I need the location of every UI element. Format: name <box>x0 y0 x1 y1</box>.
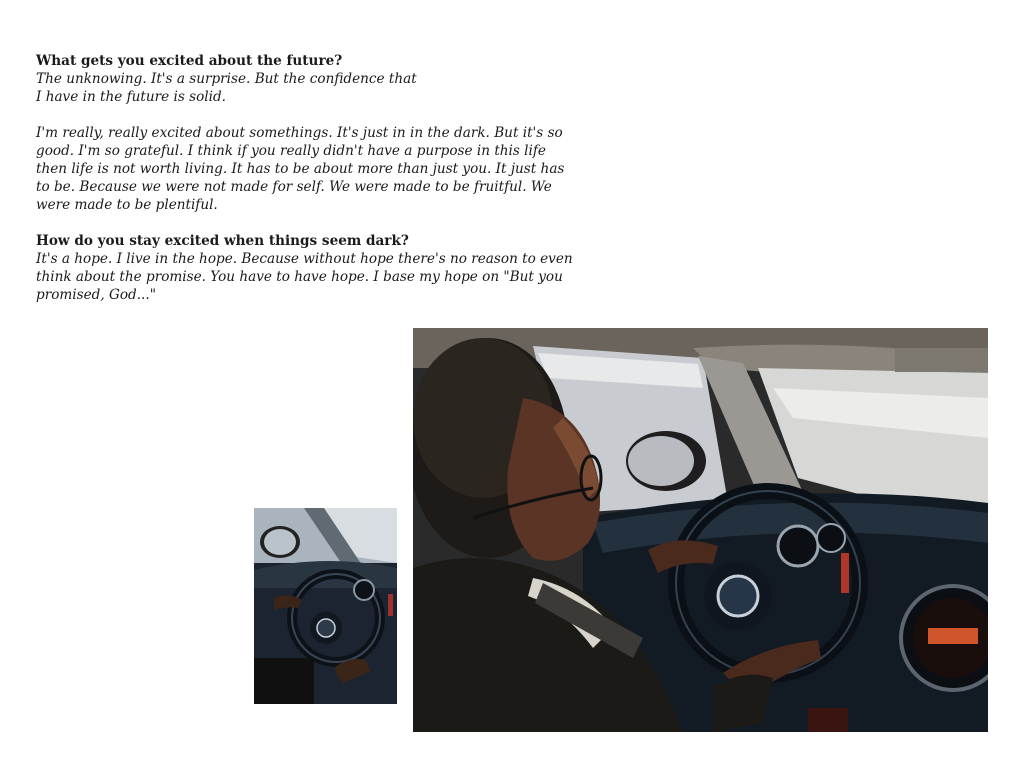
paragraph-line: good. I'm so grateful. I think if you really didn't have a purpose in this life <box>36 143 546 159</box>
question-future: What gets you excited about the future? <box>36 53 343 69</box>
answer-dark-line: It's a hope. I live in the hope. Because without hope there's no reason to even <box>36 251 573 267</box>
answer-dark-line: promised, God..." <box>36 287 156 303</box>
paragraph-line: to be. Because we were not made for self. We were made to be fruitful. We <box>36 179 552 195</box>
answer-future-line-2: I have in the future is solid. <box>36 89 226 105</box>
paragraph-line: then life is not worth living. It has to be about more than just you. It just has <box>36 161 565 177</box>
question-dark: How do you stay excited when things seem dark? <box>36 233 409 249</box>
woman-driving-illustration <box>413 328 988 732</box>
paragraph-line: I'm really, really excited about somethings. It's just in in the dark. But it's so <box>36 125 563 141</box>
steering-wheel-photo <box>254 508 397 704</box>
steering-wheel-illustration <box>254 508 397 704</box>
interview-text <box>36 52 576 304</box>
paragraph-line: were made to be plentiful. <box>36 197 218 213</box>
answer-dark-line: think about the promise. You have to have hope. I base my hope on "But you <box>36 269 563 285</box>
answer-future-line-1: The unknowing. It's a surprise. But the confidence that <box>36 71 417 87</box>
woman-driving-photo <box>413 328 988 732</box>
